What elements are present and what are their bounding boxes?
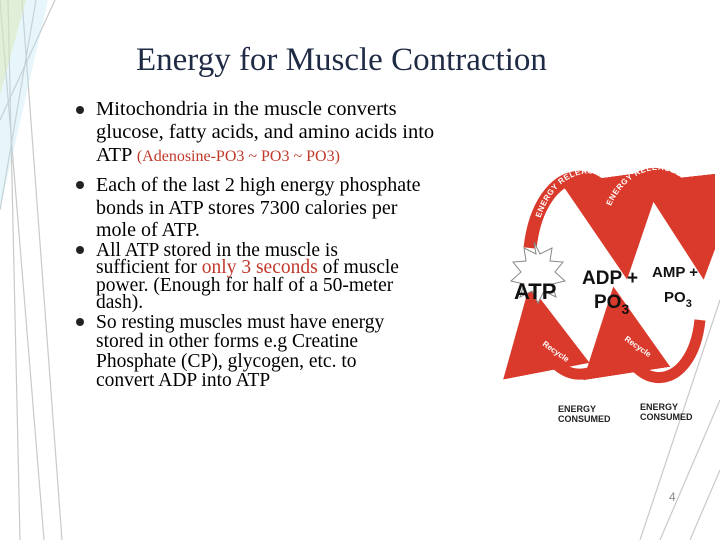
bullet-text: All ATP stored in the muscle is <box>96 239 338 261</box>
label-energy-consumed-2: ENERGY CONSUMED <box>640 402 693 422</box>
amp-po-label: $PO_3$ <box>664 289 692 310</box>
bullet-atp-stored <box>72 239 502 313</box>
bullet-dot <box>76 318 84 326</box>
page-number: 4 <box>669 490 676 504</box>
bullet-text: Phosphate (CP), glycogen, etc. to <box>96 350 357 372</box>
bullet-text: mole of ATP. <box>96 219 200 241</box>
bullet-dot <box>76 181 84 189</box>
bullet-dot <box>76 106 84 114</box>
atp-formula: (Adenosine-PO3 ~ PO3 ~ PO3) <box>136 148 340 165</box>
bullet-text: bonds in ATP stores 7300 calories per <box>96 196 398 219</box>
bullet-list <box>72 98 502 391</box>
highlight-seconds: only 3 seconds <box>201 257 318 278</box>
amp-label: AMP + <box>652 264 698 281</box>
bullet-text: glucose, fatty acids, and amino acids into <box>96 121 435 143</box>
bullet-text: power. (Enough for half of a 50-meter <box>96 274 394 296</box>
bullet-dot <box>76 246 84 254</box>
adp-label: ADP + <box>582 268 639 289</box>
bullet-text: Mitochondria in the muscle converts <box>96 98 397 120</box>
bullet-resting-muscles <box>72 313 502 391</box>
bullet-text: stored in other forms e.g Creatine <box>96 331 359 352</box>
label-recycle-1: Recycle <box>540 339 571 364</box>
bullet-text <box>96 259 502 277</box>
bullet-text: Each of the last 2 high energy phosphate <box>96 174 421 196</box>
bullet-text <box>96 144 502 168</box>
label-energy-released-2: ENERGY RELEASED <box>604 162 685 207</box>
label-recycle-2: Recycle <box>622 334 653 359</box>
label-energy-consumed-1: ENERGY CONSUMED <box>558 404 611 424</box>
bullet-text-part: sufficient for <box>96 257 202 278</box>
bullet-text-part: of muscle <box>317 257 399 278</box>
bullet-mitochondria <box>72 98 502 168</box>
bullet-phosphate-bonds <box>72 174 502 242</box>
slide-title: Energy for Muscle Contraction <box>136 42 547 78</box>
adp-po-label: $PO_3$ <box>594 292 630 317</box>
arrow-recycle-2 <box>620 320 700 378</box>
bullet-text: So resting muscles must have energy <box>96 311 385 333</box>
bullet-text-atp: ATP <box>96 144 137 166</box>
bullet-text: dash). <box>96 292 144 313</box>
atp-label: ATP <box>514 279 557 304</box>
label-energy-released-1: ENERGY RELEASED <box>533 166 608 219</box>
atp-cycle-diagram <box>500 150 715 440</box>
bullet-text: convert ADP into ATP <box>96 370 271 391</box>
